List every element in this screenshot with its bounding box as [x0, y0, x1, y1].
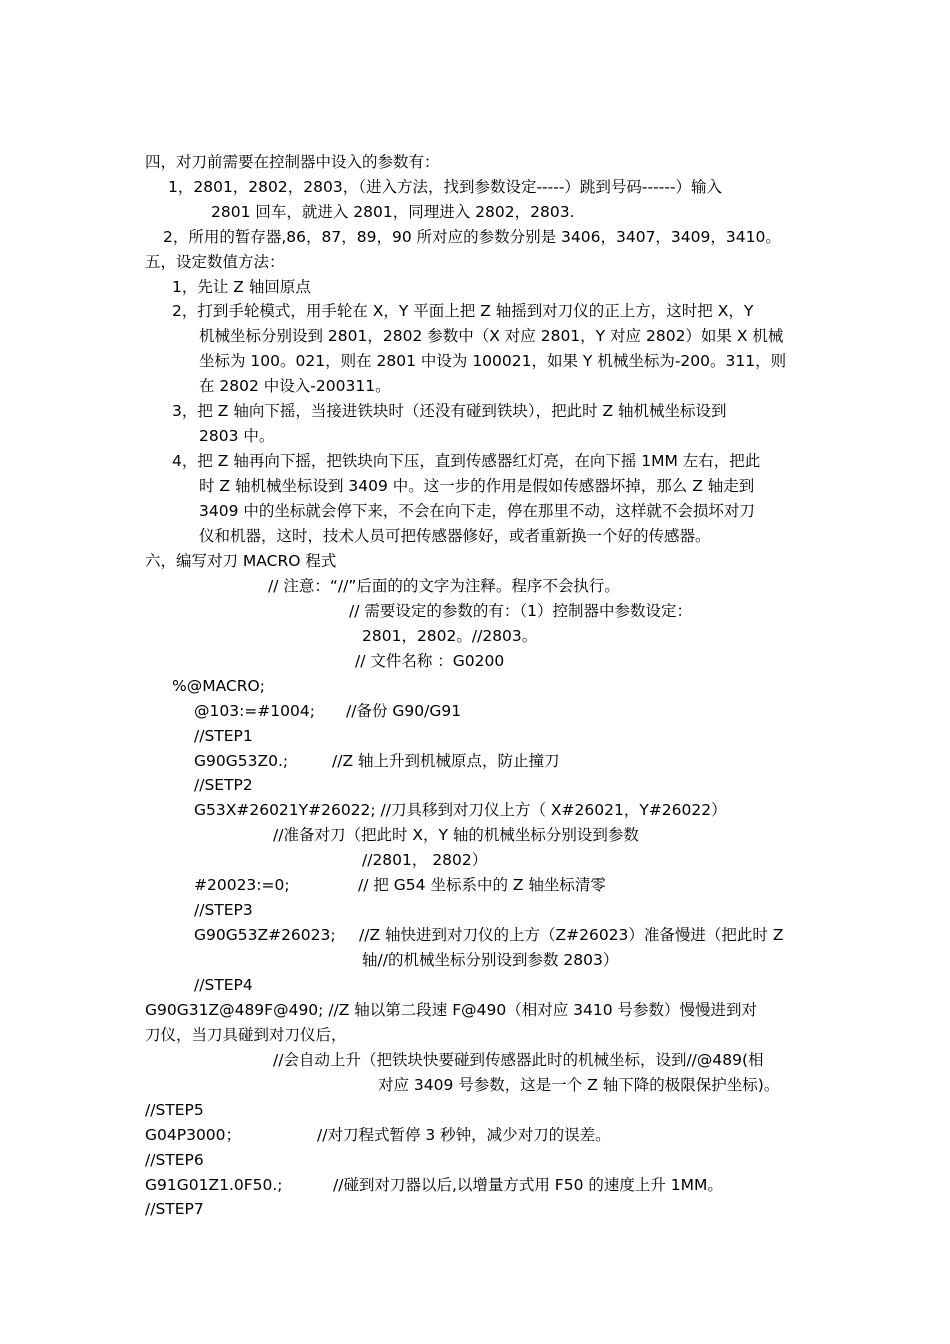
note-parameters-line-1: // 需要设定的参数的有：（1）控制器中参数设定：: [349, 602, 692, 620]
section-5-step-3-line-1: 3，把 Z 轴向下摇，当接进铁块时（还没有碰到铁块），把此时 Z 轴机械坐标设到: [172, 402, 727, 420]
note-comment-rule: // 注意：“//”后面的的文字为注释。程序不会执行。: [268, 577, 620, 595]
section-5-step-4-line-3: 3409 中的坐标就会停下来，不会在向下走，停在那里不动，这样就不会损坏对刀: [199, 502, 755, 520]
code-line-rapid-z: [194, 925, 783, 945]
code-line-z-home: [194, 751, 560, 771]
code-step-1-label: //STEP1: [194, 727, 253, 745]
code-statement: G90G53Z0.;: [194, 752, 289, 770]
code-step-2-label: //SETP2: [194, 776, 253, 794]
code-comment: //碰到对刀器以后,以增量方式用 F50 的速度上升 1MM。: [333, 1176, 723, 1194]
section-5-step-2-line-2: 机械坐标分别设到 2801，2802 参数中（X 对应 2801，Y 对应 2802）如果 X 机械: [199, 327, 784, 345]
section-5-step-1: 1，先让 Z 轴回原点: [172, 278, 311, 296]
code-line-zero-z: [194, 875, 606, 895]
code-line-retract: [145, 1175, 723, 1195]
code-step-4-label: //STEP4: [194, 976, 253, 994]
code-comment: //Z 轴快进到对刀仪的上方（Z#26023）准备慢进（把此时 Z: [359, 926, 784, 944]
code-comment: //对刀程式暂停 3 秒钟，减少对刀的误差。: [317, 1126, 611, 1144]
code-line-rapid-z-comment-2: 轴//的机械坐标分别设到参数 2803）: [362, 951, 619, 969]
section-4-item-2: 2，所用的暂存器,86，87，89，90 所对应的参数分别是 3406，3407，3409，3410。: [163, 228, 781, 246]
code-line-move-xy-comment-1: //准备对刀（把此时 X，Y 轴的机械坐标分别设到参数: [273, 826, 639, 844]
code-statement: G91G01Z1.0F50.;: [145, 1176, 283, 1194]
code-comment: //备份 G90/G91: [346, 702, 462, 720]
note-file-name: // 文件名称 ：G0200: [355, 652, 505, 670]
section-5-step-2-line-4: 在 2802 中设入-200311。: [199, 377, 391, 395]
code-line-backup: [194, 701, 461, 721]
code-comment: //Z 轴上升到机械原点，防止撞刀: [332, 752, 560, 770]
code-step-6-label: //STEP6: [145, 1151, 204, 1169]
section-5-step-3-line-2: 2803 中。: [199, 427, 275, 445]
code-step-3-label: //STEP3: [194, 901, 253, 919]
code-statement: #20023:=0;: [194, 876, 290, 894]
code-line-probe-line-2: 刀仪，当刀具碰到对刀仪后，: [145, 1026, 347, 1044]
section-5-step-4-line-1: 4，把 Z 轴再向下摇，把铁块向下压，直到传感器红灯亮，在向下摇 1MM 左右，把此: [172, 452, 761, 470]
code-statement: G04P3000；: [145, 1126, 242, 1144]
section-5-step-2-line-3: 坐标为 100。021，则在 2801 中设为 100021，如果 Y 机械坐标为-200。311，则: [199, 352, 787, 370]
code-statement: G90G53Z#26023;: [194, 926, 336, 944]
code-line-probe-comment-1: //会自动上升（把铁块快要碰到传感器此时的机械坐标，设到//@489(相: [273, 1051, 764, 1069]
code-line-move-xy: G53X#26021Y#26022; //刀具移到对刀仪上方（ X#26021，Y#26022）: [194, 801, 727, 819]
code-statement: @103:=#1004;: [194, 702, 315, 720]
section-5-heading: 五，设定数值方法：: [145, 253, 285, 271]
section-4-item-1-line-1: 1，2801，2802，2803，（进入方法，找到参数设定-----）跳到号码------）输入: [168, 178, 722, 196]
code-macro-header: %@MACRO;: [172, 677, 265, 695]
section-4-item-1-line-2: 2801 回车，就进入 2801，同理进入 2802，2803.: [211, 203, 575, 221]
section-5-step-4-line-4: 仪和机器，这时，技术人员可把传感器修好，或者重新换一个好的传感器。: [199, 527, 711, 545]
code-line-dwell: [145, 1125, 611, 1145]
code-step-7-label: //STEP7: [145, 1200, 204, 1218]
section-5-step-4-line-2: 时 Z 轴机械坐标设到 3409 中。这一步的作用是假如传感器坏掉，那么 Z 轴走到: [199, 477, 755, 495]
code-comment: // 把 G54 坐标系中的 Z 轴坐标清零: [358, 876, 606, 894]
code-line-move-xy-comment-2: //2801， 2802）: [362, 851, 488, 869]
section-4-heading: 四，对刀前需要在控制器中设入的参数有：: [145, 153, 440, 171]
note-parameters-line-2: 2801，2802。//2803。: [362, 627, 538, 645]
section-5-step-2-line-1: 2，打到手轮模式，用手轮在 X，Y 平面上把 Z 轴摇到对刀仪的正上方，这时把 X，Y: [172, 302, 754, 320]
code-line-probe-comment-2: 对应 3409 号参数，这是一个 Z 轴下降的极限保护坐标)。: [378, 1076, 780, 1094]
section-6-heading: 六，编写对刀 MACRO 程式: [145, 552, 337, 570]
code-step-5-label: //STEP5: [145, 1101, 204, 1119]
code-line-probe-line-1: G90G31Z@489F@490; //Z 轴以第二段速 F@490（相对应 3410 号参数）慢慢进到对: [145, 1001, 758, 1019]
